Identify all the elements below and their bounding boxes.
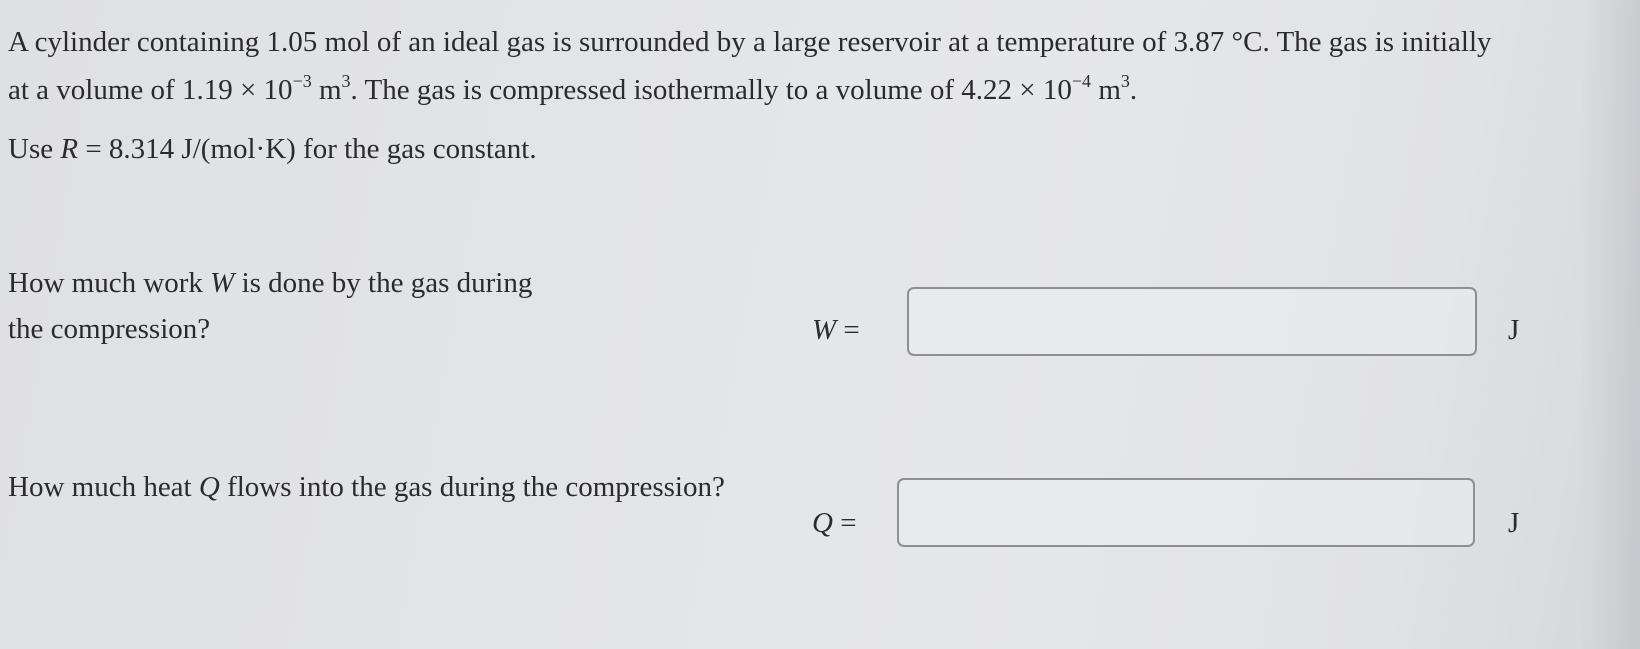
gas-constant-note [8, 125, 537, 173]
work-question-line-2: the compression? [8, 313, 211, 345]
work-question [8, 260, 608, 352]
final-volume-exponent: −4 [1071, 71, 1092, 91]
final-volume-unit: m [1091, 74, 1121, 106]
work-answer-label [812, 310, 860, 350]
work-question-text-2: is done by the gas during [234, 267, 533, 299]
heat-question-text-1: How much heat [8, 471, 199, 503]
work-question-line-1 [8, 260, 608, 306]
initial-volume-exponent: −3 [292, 71, 312, 91]
work-question-symbol: W [210, 267, 235, 299]
gas-constant-value: = 8.314 J/(mol·K) for the gas constant. [78, 133, 537, 165]
heat-question [8, 464, 808, 510]
heat-question-text-2: flows into the gas during the compression? [219, 471, 725, 503]
work-label-equals: = [836, 314, 860, 346]
problem-text-2: at a volume of 1.19 × 10 [8, 74, 293, 106]
initial-volume-unit: m [311, 74, 342, 106]
problem-text-1: A cylinder containing 1.05 mol of an ideal gas is surrounded by a large reservoir at a temperature of 3.87 °C. The gas is initially [8, 26, 1492, 58]
work-unit: J [1508, 314, 1520, 346]
work-question-text-1: How much work [8, 267, 211, 299]
problem-end-period: . [1129, 74, 1138, 106]
heat-label-symbol: Q [812, 507, 833, 539]
problem-statement [8, 18, 1628, 114]
gas-constant-prefix: Use [8, 133, 61, 165]
heat-answer-label [812, 503, 857, 543]
problem-line-2 [8, 66, 1628, 114]
heat-question-symbol: Q [198, 471, 220, 503]
work-answer-input[interactable] [907, 287, 1477, 356]
heat-answer-input[interactable] [897, 478, 1475, 547]
problem-line-1 [8, 18, 1628, 66]
problem-text-3: . The gas is compressed isothermally to a volume of 4.22 × 10 [350, 74, 1072, 106]
final-volume-unit-exponent: 3 [1120, 71, 1130, 91]
heat-label-equals: = [832, 507, 857, 539]
work-label-symbol: W [812, 314, 837, 346]
heat-unit: J [1508, 507, 1520, 539]
initial-volume-unit-exponent: 3 [341, 71, 351, 91]
gas-constant-symbol: R [60, 133, 79, 165]
